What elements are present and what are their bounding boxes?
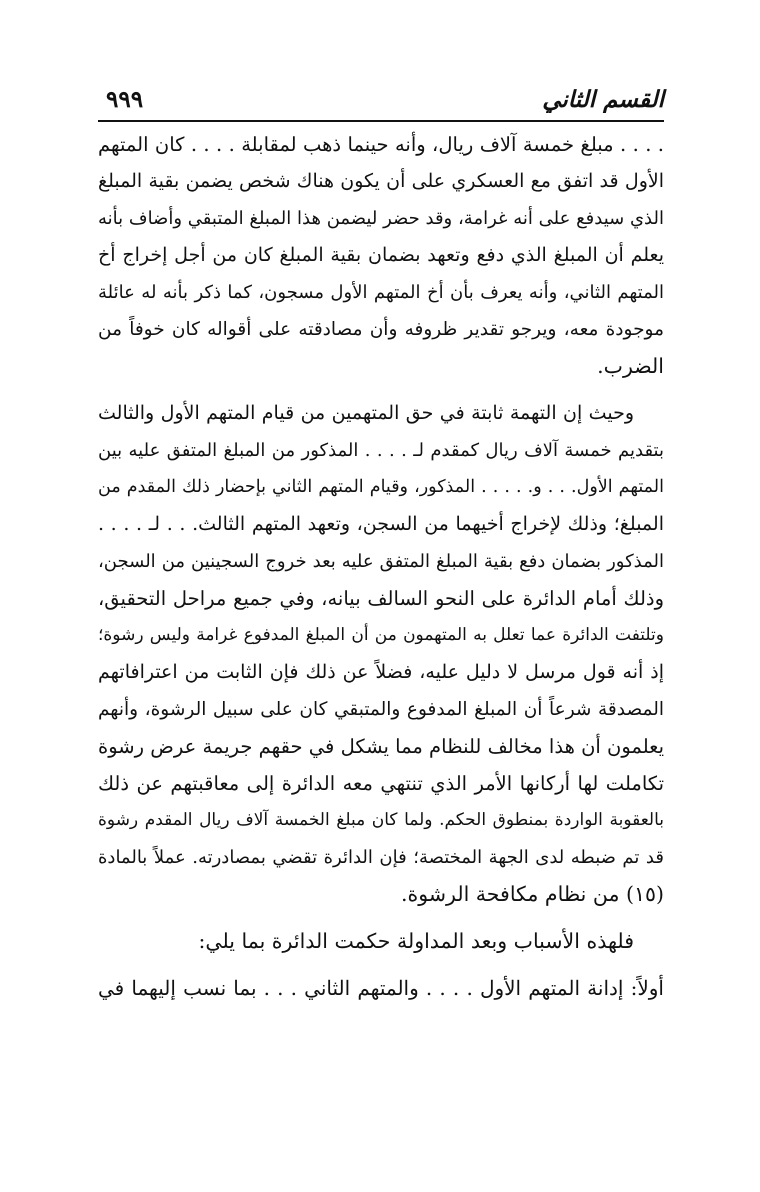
text-line: يعلم أن المبلغ الذي دفع وتعهد بضمان بقية المبلغ كان من أجل إخراج أخ: [98, 244, 664, 266]
paragraph-ruling-first: [98, 970, 664, 1007]
section-title: القسم الثاني: [542, 86, 664, 113]
text-line: الضرب.: [597, 354, 664, 378]
text-line: قد تم ضبطه لدى الجهة المختصة؛ فإن الدائرة تقضي بمصادرته. عملاً بالمادة: [98, 847, 664, 868]
text-line: المتهم الثاني، وأنه يعرف بأن أخ المتهم الأول مسجون، كما ذكر بأنه له عائلة: [98, 282, 664, 303]
body-text: [98, 126, 664, 1007]
text-line: موجودة معه، ويرجو تقدير ظروفه وأن مصادقته على أقواله كان خوفاً من: [98, 319, 664, 340]
text-line: الأول قد اتفق مع العسكري على أن يكون هناك شخص يضمن بقية المبلغ: [98, 170, 664, 192]
text-line: إذ أنه قول مرسل لا دليل عليه، فضلاً عن ذلك فإن الثابت من اعترافاتهم: [98, 661, 664, 683]
text-line: (١٥) من نظام مكافحة الرشوة.: [401, 882, 664, 906]
text-line: بالعقوبة الواردة بمنطوق الحكم. ولما كان مبلغ الخمسة آلاف ريال المقدم رشوة: [98, 810, 664, 830]
paragraph-verdict-intro: [98, 923, 664, 960]
paragraph-reasoning: [98, 395, 664, 913]
page-number: ٩٩٩: [106, 86, 144, 113]
text-line: فلهذه الأسباب وبعد المداولة حكمت الدائرة بما يلي:: [198, 929, 634, 953]
text-line: المصدقة شرعاً أن المبلغ المدفوع والمتبقي كان على سبيل الرشوة، وأنهم: [98, 699, 664, 720]
text-line: . . . . مبلغ خمسة آلاف ريال، وأنه حينما ذهب لمقابلة . . . . كان المتهم: [98, 133, 664, 156]
text-line: تكاملت لها أركانها الأمر الذي تنتهي معه الدائرة إلى معاقبتهم عن ذلك: [98, 772, 664, 795]
text-line: المذكور بضمان دفع بقية المبلغ المتفق عليه بعد خروج السجينين من السجن،: [98, 551, 664, 572]
text-line: بتقديم خمسة آلاف ريال كمقدم لـ . . . . المذكور من المبلغ المتفق عليه بين: [98, 440, 664, 461]
text-line: الذي سيدفع على أنه غرامة، وقد حضر ليضمن هذا المبلغ المتبقي وأضاف بأنه: [98, 208, 664, 229]
text-line: المبلغ؛ وذلك لإخراج أخيهما من السجن، وتعهد المتهم الثالث. . . لـ . . . .: [98, 513, 664, 535]
text-line: المتهم الأول. . . و. . . . . المذكور، وقيام المتهم الثاني بإحضار ذلك المقدم من: [98, 477, 664, 497]
text-line: يعلمون أن هذا مخالف للنظام مما يشكل في حقهم جريمة عرض رشوة: [98, 735, 664, 758]
text-line: وحيث إن التهمة ثابتة في حق المتهمين من قيام المتهم الأول والثالث: [98, 402, 634, 424]
text-line: وتلتفت الدائرة عما تعلل به المتهمون من أن المبلغ المدفوع غرامة وليس رشوة؛: [98, 625, 664, 645]
text-line: أولاً: إدانة المتهم الأول . . . . والمتهم الثاني . . . بما نسب إليهما في: [98, 976, 664, 1000]
page-header: [98, 84, 664, 122]
text-line: وذلك أمام الدائرة على النحو السالف بيانه، وفي جميع مراحل التحقيق،: [98, 587, 664, 610]
paragraph-statement: [98, 126, 664, 385]
